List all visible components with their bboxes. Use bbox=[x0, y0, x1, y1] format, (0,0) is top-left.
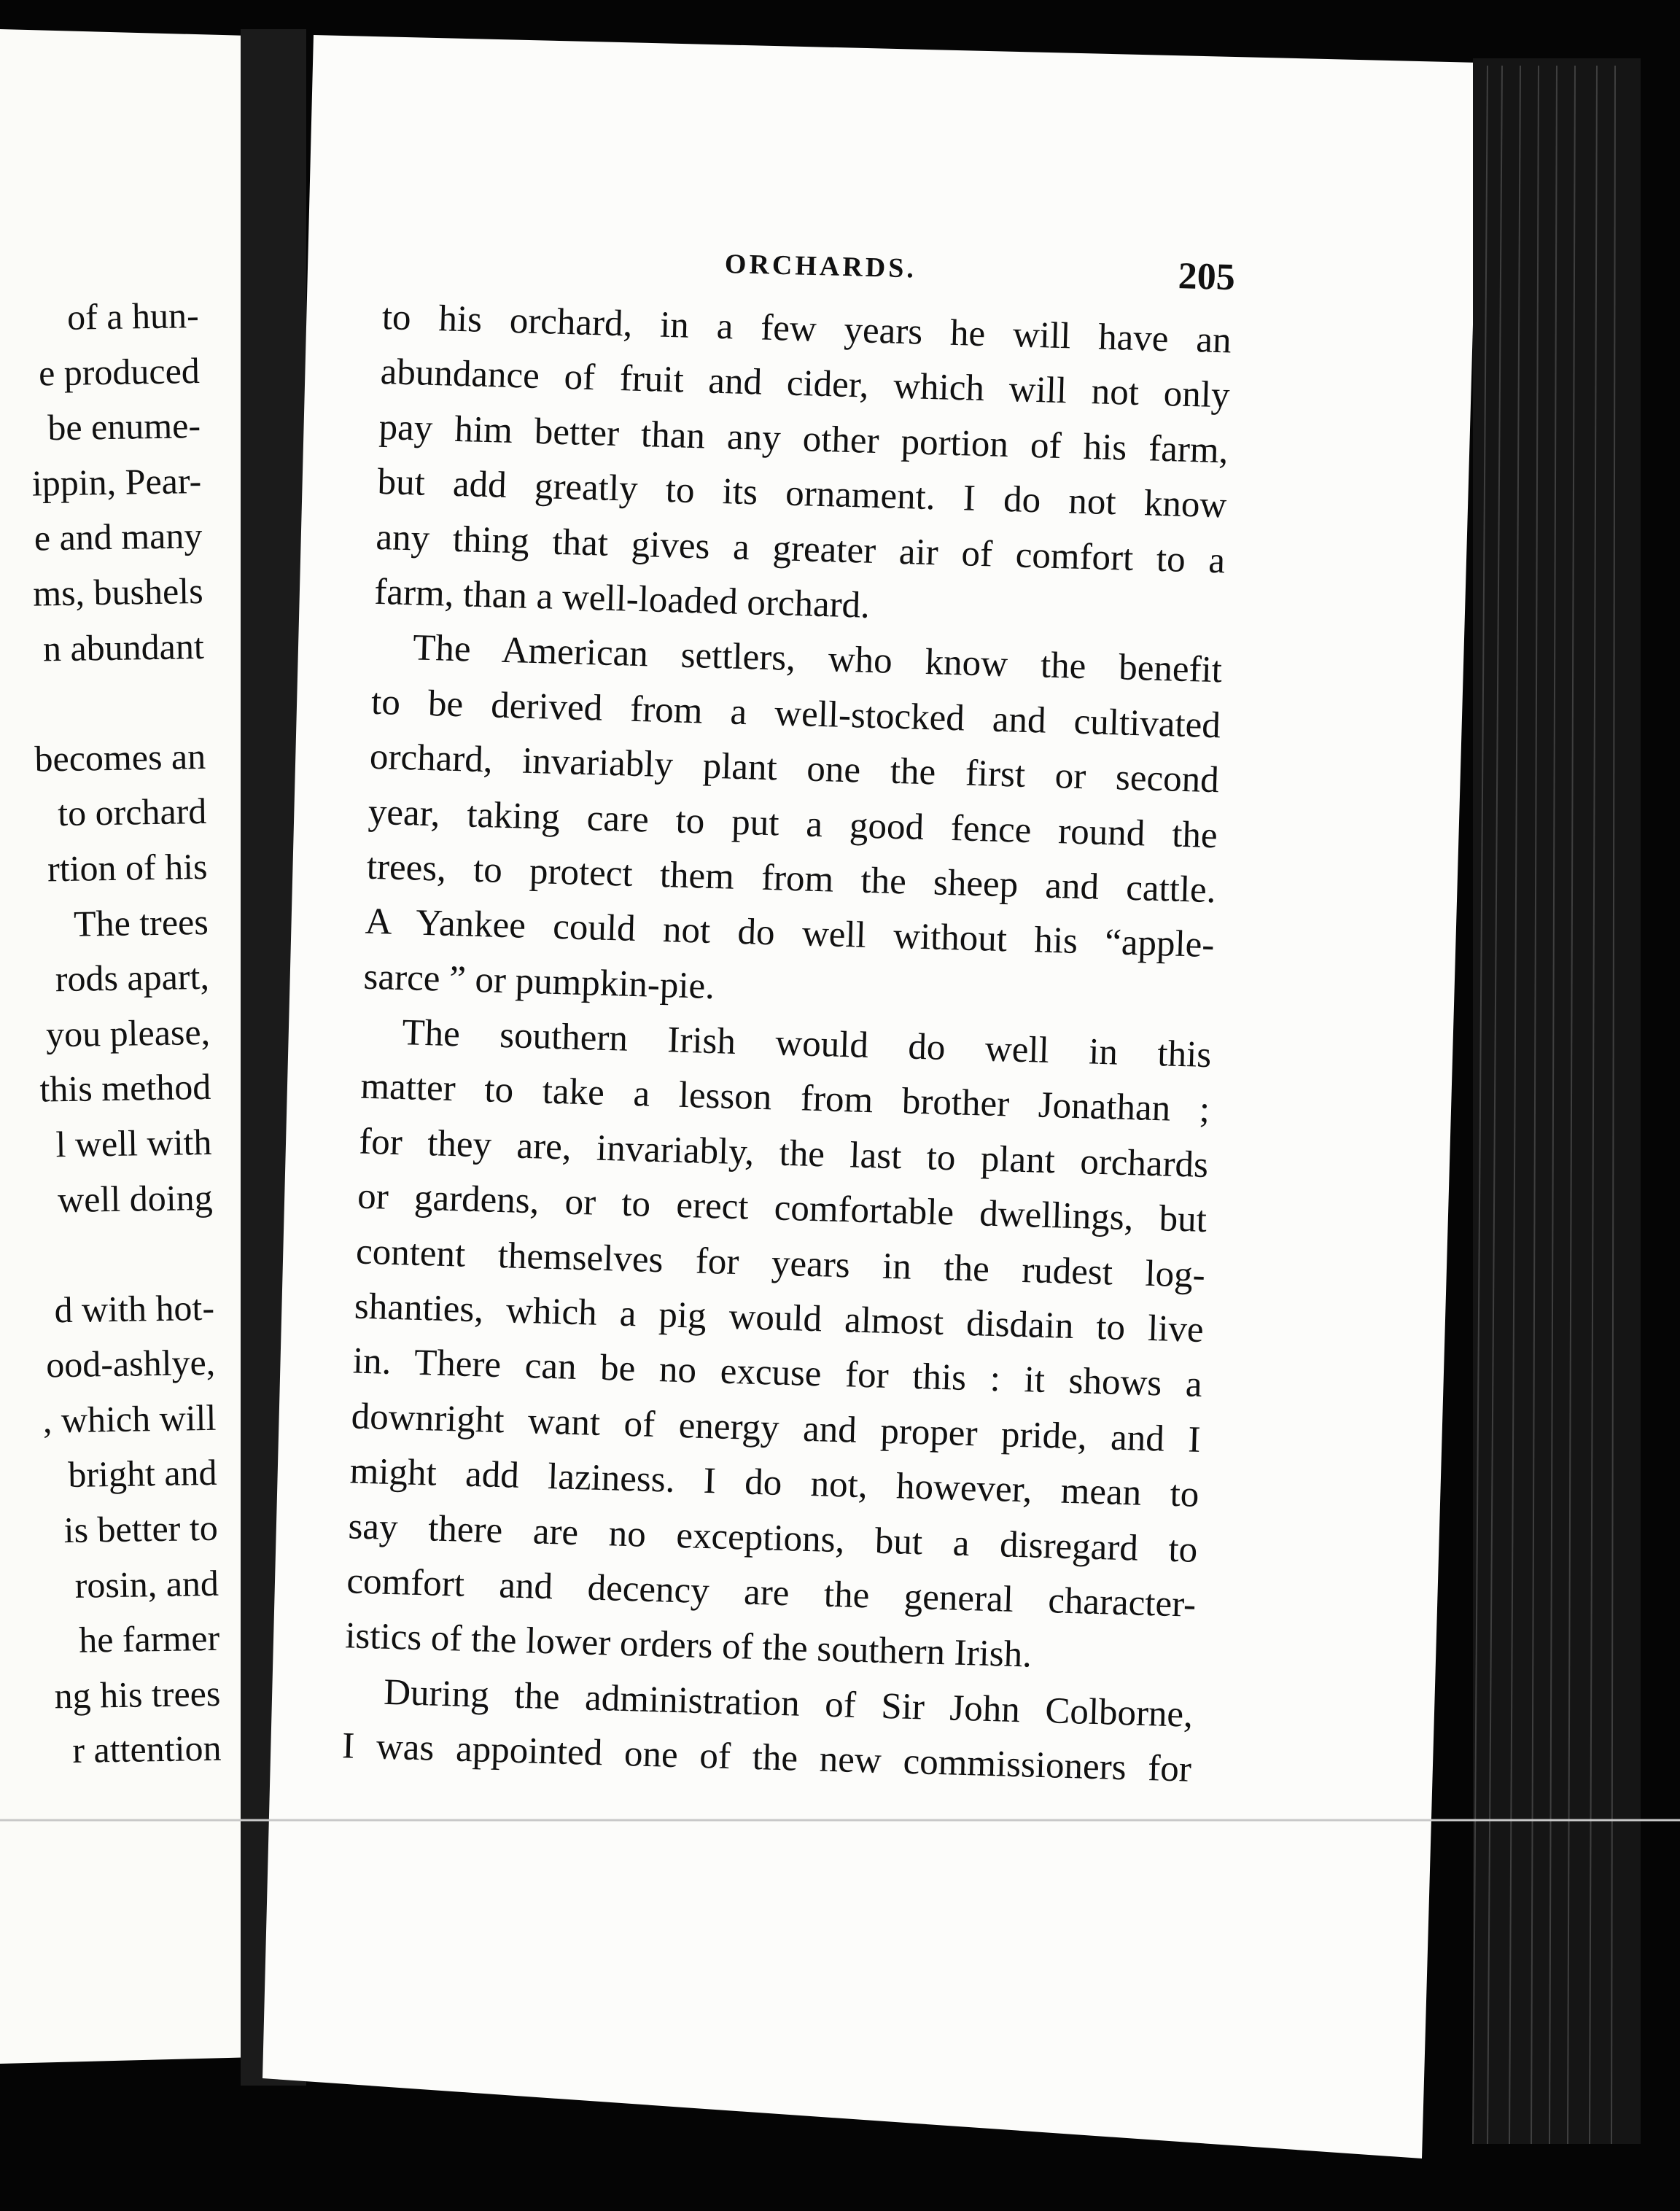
page-edge-stack bbox=[1473, 58, 1641, 2144]
text-line: year, taking care to put a good fence round the bbox=[368, 791, 1218, 856]
text-line: downright want of energy and proper pride, and I bbox=[351, 1396, 1202, 1461]
running-head: ORCHARDS. bbox=[724, 248, 917, 284]
text-line: shanties, which a pig would almost disdain to live bbox=[354, 1286, 1205, 1351]
left-page-line: The trees bbox=[73, 901, 209, 944]
left-page-line: he farmer bbox=[78, 1617, 220, 1661]
left-page-line: ng his trees bbox=[54, 1672, 221, 1717]
text-line: I was appointed one of the new commissioners for bbox=[341, 1725, 1192, 1790]
text-line: matter to take a lesson from brother Jonathan ; bbox=[359, 1066, 1210, 1131]
left-page-line: e and many bbox=[34, 515, 203, 559]
text-line: farm, than a well-loaded orchard. bbox=[373, 571, 871, 626]
left-page-line: be enume- bbox=[47, 405, 201, 448]
left-page-line: you please, bbox=[45, 1011, 211, 1055]
text-line: abundance of fruit and cider, which will not only bbox=[380, 351, 1231, 416]
page-number: 205 bbox=[1178, 255, 1236, 299]
text-line: A Yankee could not do well without his “apple- bbox=[365, 901, 1216, 966]
left-page-line bbox=[15, 1225, 214, 1283]
left-page-line: ippin, Pear- bbox=[31, 459, 202, 504]
left-page-line: bright and bbox=[67, 1452, 217, 1496]
text-line: pay him better than any other portion of his farm, bbox=[378, 406, 1229, 472]
left-page-line: ms, bushels bbox=[32, 570, 203, 614]
text-line: The American settlers, who know the benefit bbox=[412, 627, 1223, 691]
text-line: comfort and decency are the general character- bbox=[346, 1561, 1197, 1625]
left-page-line: d with hot- bbox=[54, 1286, 215, 1330]
left-page-line: rosin, and bbox=[74, 1562, 219, 1606]
text-line: say there are no exceptions, but a disregard to bbox=[347, 1505, 1198, 1571]
text-line: or gardens, or to erect comfortable dwellings, but bbox=[357, 1176, 1208, 1241]
left-page-line: is better to bbox=[63, 1507, 219, 1551]
left-page-line bbox=[6, 674, 205, 732]
text-line: might add laziness. I do not, however, mean to bbox=[349, 1450, 1200, 1516]
left-page-column bbox=[0, 288, 222, 1779]
text-line: istics of the lower orders of the southern Irish. bbox=[344, 1615, 1032, 1676]
left-page-line: , which will bbox=[42, 1396, 217, 1441]
text-line: sarce ” or pumpkin-pie. bbox=[362, 956, 715, 1007]
text-line: During the administration of Sir John Colborne, bbox=[383, 1671, 1194, 1736]
left-page-line: becomes an bbox=[34, 735, 206, 780]
text-line: The southern Irish would do well in this bbox=[401, 1012, 1212, 1076]
left-page-line: well doing bbox=[57, 1176, 214, 1220]
left-page-line: rods apart, bbox=[55, 956, 210, 1000]
text-line: but add greatly to its ornament. I do not know bbox=[376, 462, 1227, 526]
left-page-line: e produced bbox=[38, 349, 201, 394]
left-page-line: l well with bbox=[55, 1121, 212, 1165]
left-page-line: of a hun- bbox=[66, 294, 200, 338]
body-text bbox=[341, 290, 1232, 1798]
left-page-line: n abundant bbox=[42, 625, 205, 669]
text-line: orchard, invariably plant one the first or second bbox=[369, 736, 1220, 801]
left-page-line: to orchard bbox=[57, 790, 207, 834]
text-line: for they are, invariably, the last to plant orchards bbox=[358, 1121, 1209, 1186]
text-line: in. There can be no excuse for this : it shows a bbox=[352, 1340, 1203, 1406]
text-line: trees, to protect them from the sheep and cattle. bbox=[366, 846, 1217, 912]
text-line: any thing that gives a greater air of comfort to a bbox=[375, 516, 1226, 581]
left-page-line: r attention bbox=[71, 1728, 222, 1771]
page-header bbox=[724, 233, 1236, 304]
text-line: content themselves for years in the rudest log- bbox=[355, 1231, 1206, 1296]
left-page-line: ood-ashlye, bbox=[45, 1342, 216, 1386]
text-line: to be derived from a well-stocked and cultivated bbox=[370, 681, 1221, 747]
left-page-line: this method bbox=[39, 1066, 211, 1110]
left-page-line: rtion of his bbox=[47, 845, 208, 890]
text-line: to his orchard, in a few years he will have an bbox=[381, 296, 1232, 362]
